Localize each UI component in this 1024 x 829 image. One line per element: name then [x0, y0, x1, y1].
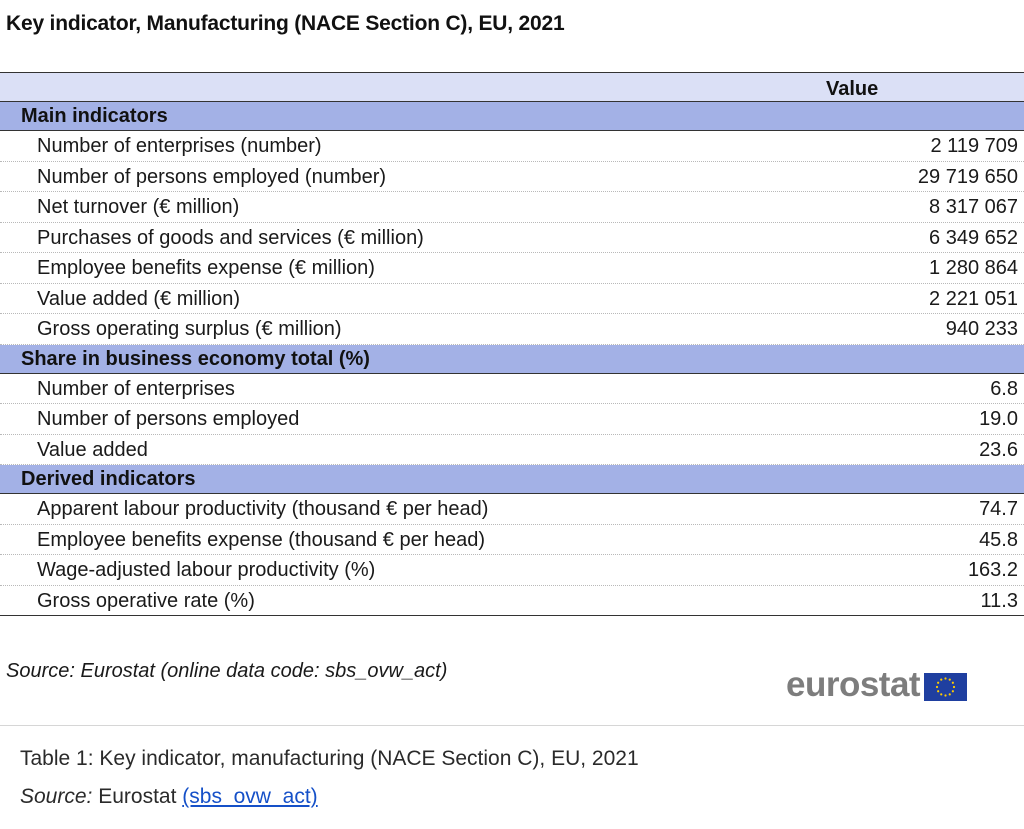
row-label: Value added (€ million)	[37, 287, 241, 310]
row-value: 19.0	[979, 408, 1018, 430]
table-row	[0, 374, 1024, 405]
flag-star	[944, 677, 946, 679]
table-row	[0, 525, 1024, 556]
table-row	[0, 253, 1024, 284]
row-value: 6 349 652	[929, 226, 1018, 249]
section-header	[0, 345, 1024, 374]
row-label: Number of enterprises (number)	[37, 135, 322, 157]
eurostat-logo	[786, 665, 967, 705]
row-value: 163.2	[967, 559, 1018, 581]
row-value: 74.7	[979, 498, 1018, 520]
caption-source-label: Source:	[20, 785, 93, 808]
eurostat-logo-text: eurostat	[786, 665, 921, 704]
row-value: 940 233	[945, 318, 1018, 340]
table-header	[0, 72, 1024, 102]
table-row	[0, 404, 1024, 435]
section-title: Share in business economy total (%)	[21, 347, 370, 370]
flag-star	[953, 686, 955, 688]
table-row	[0, 223, 1024, 254]
row-label: Gross operative rate (%)	[37, 589, 255, 612]
row-value: 8 317 067	[929, 196, 1018, 218]
eu-flag-icon	[924, 673, 967, 701]
section-header	[0, 465, 1024, 494]
row-label: Number of persons employed (number)	[37, 165, 387, 188]
flag-star	[936, 686, 938, 688]
row-label: Number of persons employed	[37, 408, 300, 430]
table-row	[0, 314, 1024, 345]
table-row	[0, 192, 1024, 223]
table-row	[0, 435, 1024, 466]
row-value: 2 221 051	[929, 287, 1018, 310]
section-title: Main indicators	[21, 105, 168, 127]
table-body	[0, 102, 1024, 616]
table-row	[0, 162, 1024, 193]
row-value: 11.3	[980, 589, 1018, 612]
indicator-table	[0, 72, 1024, 616]
row-label: Apparent labour productivity (thousand € per head)	[37, 498, 489, 520]
row-value: 29 719 650	[917, 165, 1018, 188]
source-note: Source: Eurostat (online data code: sbs_ovw_act)	[6, 660, 448, 682]
table-row	[0, 494, 1024, 525]
divider	[0, 725, 1024, 726]
flag-star	[940, 679, 942, 681]
row-label: Employee benefits expense (thousand € per head)	[37, 528, 486, 551]
table-row	[0, 284, 1024, 315]
section-title: Derived indicators	[21, 468, 196, 490]
flag-star	[937, 690, 939, 692]
row-label: Employee benefits expense (€ million)	[37, 257, 375, 279]
row-value: 23.6	[979, 438, 1018, 461]
row-label: Wage-adjusted labour productivity (%)	[37, 559, 376, 581]
table-row	[0, 131, 1024, 162]
flag-star	[937, 682, 939, 684]
flag-star	[944, 694, 946, 696]
table-title: Key indicator, Manufacturing (NACE Section C), EU, 2021	[6, 12, 565, 35]
flag-star	[952, 682, 954, 684]
dataset-link[interactable]: (sbs_ovw_act)	[182, 785, 318, 808]
section-header	[0, 102, 1024, 131]
value-column-header: Value	[826, 78, 879, 100]
row-label: Value added	[37, 438, 148, 461]
row-value: 45.8	[979, 528, 1018, 551]
caption-source	[20, 785, 318, 809]
flag-star	[952, 690, 954, 692]
flag-star	[940, 693, 942, 695]
row-value: 2 119 709	[930, 135, 1018, 157]
row-label: Number of enterprises	[37, 377, 235, 400]
row-label: Purchases of goods and services (€ million)	[37, 226, 424, 249]
row-label: Gross operating surplus (€ million)	[37, 318, 342, 340]
row-value: 1 280 864	[929, 257, 1018, 279]
row-label: Net turnover (€ million)	[37, 196, 240, 218]
table-row	[0, 555, 1024, 586]
row-value: 6.8	[990, 377, 1018, 400]
flag-star	[949, 679, 951, 681]
caption-source-text: Eurostat	[92, 785, 183, 808]
table-row	[0, 586, 1024, 617]
table-caption: Table 1: Key indicator, manufacturing (NACE Section C), EU, 2021	[20, 747, 639, 770]
flag-star	[949, 693, 951, 695]
